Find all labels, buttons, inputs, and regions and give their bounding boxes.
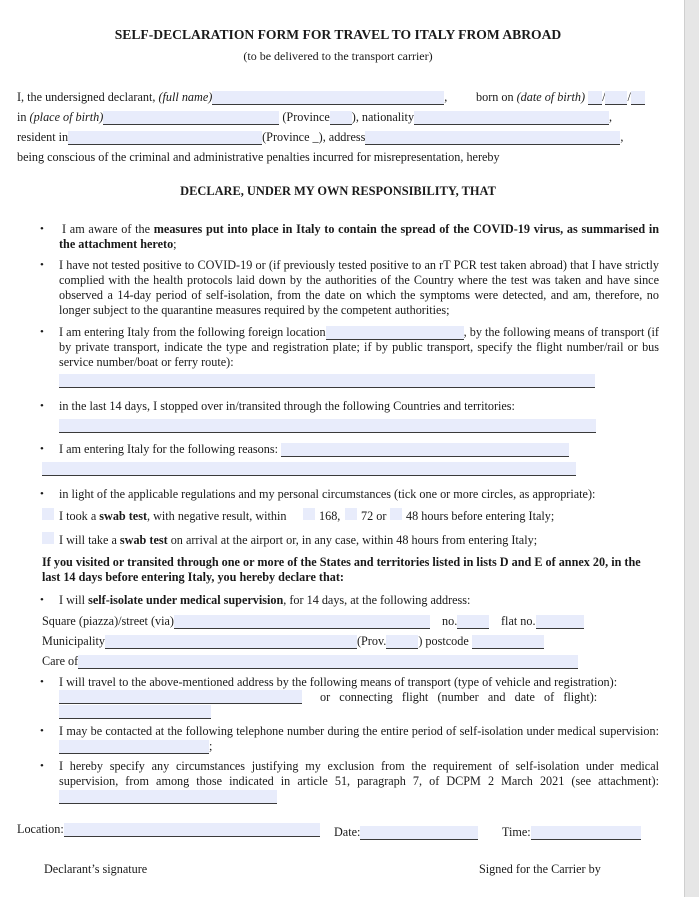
province-field[interactable]	[330, 111, 352, 125]
item-applicable: in light of the applicable regulations and my personal circumstances (tick one or more circles, as appropriate):	[59, 487, 596, 501]
declarant-line-1: I, the undersigned declarant, (full name) ,	[17, 90, 454, 104]
item-stopped-over: in the last 14 days, I stopped over in/transited through the following Countries and territories:	[59, 399, 515, 413]
declarant-line-2: in (place of birth) (Province ), nationality ,	[17, 110, 613, 124]
item-exclusion: I hereby specify any circumstances justifying my exclusion from the requirement of self-isolation under medical supervision, from among those indicated in article 51, paragraph 7, of DCPM 2 March 2021 (see attachment):	[59, 759, 659, 804]
exclusion-field[interactable]	[59, 790, 277, 804]
vehicle-field[interactable]	[59, 690, 302, 704]
foreign-location-field[interactable]	[326, 326, 464, 340]
swab-48h-label: 48 hours before entering Italy;	[406, 509, 555, 523]
street-line: Square (piazza)/street (via)	[42, 614, 430, 629]
bullet: •	[40, 760, 44, 772]
swab-48h-checkbox[interactable]	[390, 508, 402, 520]
swab-taken-checkbox[interactable]	[42, 508, 54, 520]
flat-number-group: flat no.	[501, 614, 584, 629]
place-of-birth-field[interactable]	[103, 111, 279, 125]
bullet: •	[40, 223, 44, 235]
street-number-field[interactable]	[457, 615, 489, 629]
item-aware: I am aware of the measures put into place in Italy to contain the spread of the COVID-19 virus, as summarised in the attachment hereto;	[59, 222, 660, 251]
connecting-flight-label: or connecting flight (number and date of flight):	[320, 690, 598, 704]
full-name-field[interactable]	[212, 91, 444, 105]
bullet: •	[40, 443, 44, 455]
street-number-group: no.	[442, 614, 489, 629]
states-heading: If you visited or transited through one or more of the States and territories listed in lists D and E of annex 20, in the last 14 days before entering Italy, you hereby declare that:	[42, 555, 641, 584]
residence-field[interactable]	[68, 131, 262, 145]
birth-date-group: born on (date of birth) / /	[476, 90, 645, 105]
page-edge	[684, 0, 699, 897]
phone-field[interactable]	[59, 740, 209, 754]
transit-countries-field[interactable]	[59, 419, 596, 433]
birth-month-field[interactable]	[605, 91, 627, 105]
conscious-statement: being conscious of the criminal and administrative penalties incurred for misrepresentation, hereby	[17, 150, 500, 164]
swab-168h-label: 168,	[319, 509, 341, 523]
address-field[interactable]	[365, 131, 620, 145]
date-group: Date:	[334, 825, 478, 840]
birth-year-field[interactable]	[631, 91, 645, 105]
postcode-field[interactable]	[472, 635, 544, 649]
province-isolation-field[interactable]	[386, 635, 418, 649]
flight-field[interactable]	[59, 705, 211, 719]
item-self-isolate: I will self-isolate under medical supervision, for 14 days, at the following address:	[59, 593, 471, 607]
bullet: •	[40, 259, 44, 271]
swab-taken-text: I took a swab test, with negative result, within	[59, 509, 287, 523]
bullet: •	[40, 676, 44, 688]
swab-72h-checkbox[interactable]	[345, 508, 357, 520]
swab-168h-checkbox[interactable]	[303, 508, 315, 520]
flat-number-field[interactable]	[536, 615, 584, 629]
declarant-line-3: resident in (Province _), address ,	[17, 130, 624, 144]
item-phone: I may be contacted at the following telephone number during the entire period of self-isolation under medical supervision: ;	[59, 724, 659, 753]
item-entering-location: I am entering Italy from the following foreign location , by the following means of transport (if by private transport, indicate the type and registration plate; if by public transport, specify the flight number/rail or bus service number/boat or ferry route):	[59, 325, 659, 369]
form-subtitle: (to be delivered to the transport carrier)	[243, 49, 433, 63]
birth-day-field[interactable]	[588, 91, 602, 105]
date-field[interactable]	[360, 826, 478, 840]
transport-means-field[interactable]	[59, 374, 595, 388]
item-travel: I will travel to the above-mentioned address by the following means of transport (type of vehicle and registration):	[59, 675, 618, 689]
swab-arrival-text: I will take a swab test on arrival at the airport or, in any case, within 48 hours from entering Italy;	[59, 533, 538, 547]
declarant-signature-label: Declarant’s signature	[44, 862, 148, 876]
bullet: •	[40, 326, 44, 338]
municipality-field[interactable]	[105, 635, 357, 649]
swab-72h-label: 72 or	[361, 509, 387, 523]
carrier-signature-label: Signed for the Carrier by	[479, 862, 601, 876]
nationality-field[interactable]	[414, 111, 609, 125]
municipality-line: Municipality (Prov. ) postcode	[42, 634, 544, 649]
bullet: •	[40, 488, 44, 500]
bullet: •	[40, 400, 44, 412]
form-title: SELF-DECLARATION FORM FOR TRAVEL TO ITALY FROM ABROAD	[114, 27, 562, 42]
time-group: Time:	[502, 825, 641, 840]
swab-arrival-checkbox[interactable]	[42, 532, 54, 544]
time-field[interactable]	[531, 826, 641, 840]
declare-heading: DECLARE, UNDER MY OWN RESPONSIBILITY, THAT	[180, 184, 496, 198]
item-not-tested: I have not tested positive to COVID-19 or (if previously tested positive to an rT PCR test taken abroad) that I have strictly complied with the health protocols laid down by the authorities of the Country where the test was taken and have since observed a 14-day period of self-isolation, from the date on which the symptoms were detected, and am, therefore, no longer subject to the quarantine measures required by the competent authorities;	[59, 258, 659, 317]
street-field[interactable]	[174, 615, 430, 629]
reasons-field[interactable]	[281, 443, 569, 457]
location-group: Location:	[17, 822, 320, 837]
reasons-field-line-2[interactable]	[42, 462, 576, 476]
care-of-field[interactable]	[78, 655, 578, 669]
bullet: •	[40, 725, 44, 737]
location-field[interactable]	[64, 823, 320, 837]
care-of-line: Care of	[42, 654, 578, 669]
bullet: •	[40, 594, 44, 606]
item-reasons: I am entering Italy for the following reasons:	[59, 442, 569, 457]
